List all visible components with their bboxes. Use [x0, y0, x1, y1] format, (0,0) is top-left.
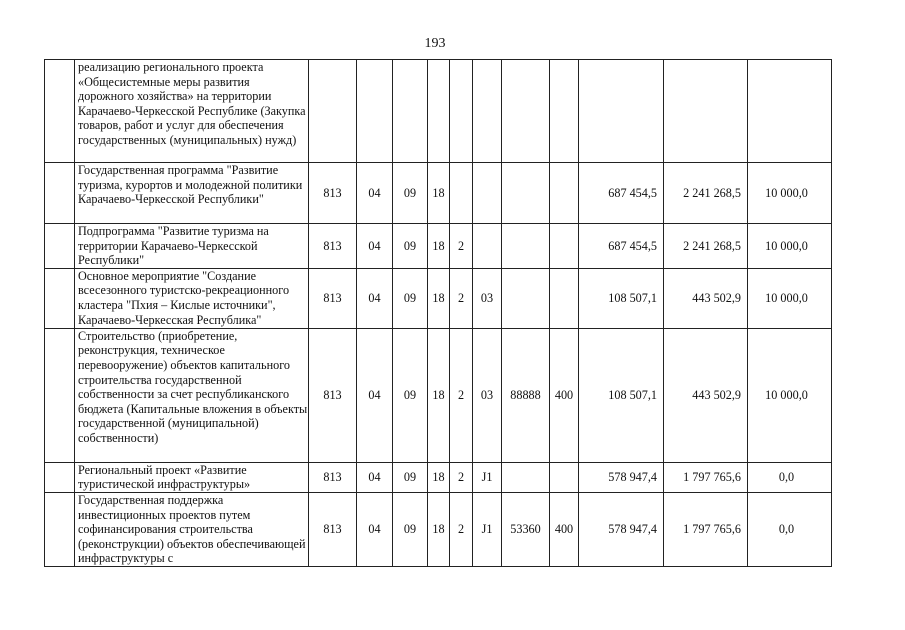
- row-name-cell: Основное мероприятие "Создание всесезонного туристско-рекреационного кластера "Пхия – Кислые источники", Карачаево-Черкесская Республика": [75, 268, 309, 328]
- direction-code-cell: [502, 60, 550, 163]
- subsection-code-cell: [393, 60, 428, 163]
- direction-code-cell: 88888: [502, 328, 550, 462]
- row-index-cell: [45, 163, 75, 224]
- page-number: 193: [424, 36, 446, 51]
- activity-code-cell: [473, 60, 502, 163]
- row-name-cell: Государственная поддержка инвестиционных проектов путем софинансирования строительства (реконструкции) объектов обеспечивающей инфраструктуры с: [75, 492, 309, 566]
- row-name-cell: Подпрограмма "Развитие туризма на территории Карачаево-Черкесской Республики": [75, 224, 309, 269]
- subprogram-code-cell: 2: [450, 224, 473, 269]
- program-code-cell: 18: [428, 462, 450, 492]
- subsection-code-cell: 09: [393, 268, 428, 328]
- activity-code-cell: 03: [473, 328, 502, 462]
- table-row: [45, 268, 832, 328]
- activity-code-cell: J1: [473, 492, 502, 566]
- amount-year1-cell: 687 454,5: [579, 163, 664, 224]
- amount-year1-cell: [579, 60, 664, 163]
- subsection-code-cell: 09: [393, 492, 428, 566]
- table-row: [45, 492, 832, 566]
- activity-code-cell: J1: [473, 462, 502, 492]
- amount-year3-cell: 10 000,0: [748, 163, 832, 224]
- ministry-code-cell: 813: [309, 328, 357, 462]
- subsection-code-cell: 09: [393, 328, 428, 462]
- amount-year2-cell: [664, 60, 748, 163]
- amount-year3-cell: 0,0: [748, 492, 832, 566]
- subprogram-code-cell: 2: [450, 462, 473, 492]
- direction-code-cell: [502, 224, 550, 269]
- amount-year2-cell: 1 797 765,6: [664, 492, 748, 566]
- subsection-code-cell: 09: [393, 462, 428, 492]
- expense-type-cell: [550, 224, 579, 269]
- section-code-cell: 04: [357, 328, 393, 462]
- amount-year1-cell: 687 454,5: [579, 224, 664, 269]
- amount-year3-cell: [748, 60, 832, 163]
- subprogram-code-cell: 2: [450, 492, 473, 566]
- program-code-cell: 18: [428, 492, 450, 566]
- direction-code-cell: [502, 268, 550, 328]
- amount-year3-cell: 10 000,0: [748, 328, 832, 462]
- row-name-cell: реализацию регионального проекта «Общесистемные меры развития дорожного хозяйства» на территории Карачаево-Черкесской Республике (Закупка товаров, работ и услуг для обеспечения государственных (муниципальных) нужд): [75, 60, 309, 163]
- amount-year3-cell: 10 000,0: [748, 224, 832, 269]
- ministry-code-cell: [309, 60, 357, 163]
- section-code-cell: 04: [357, 224, 393, 269]
- amount-year2-cell: 443 502,9: [664, 328, 748, 462]
- subprogram-code-cell: 2: [450, 268, 473, 328]
- amount-year3-cell: 10 000,0: [748, 268, 832, 328]
- budget-table: [44, 59, 832, 567]
- ministry-code-cell: 813: [309, 163, 357, 224]
- ministry-code-cell: 813: [309, 268, 357, 328]
- subprogram-code-cell: [450, 60, 473, 163]
- expense-type-cell: 400: [550, 492, 579, 566]
- activity-code-cell: [473, 224, 502, 269]
- direction-code-cell: [502, 163, 550, 224]
- row-index-cell: [45, 60, 75, 163]
- ministry-code-cell: 813: [309, 492, 357, 566]
- expense-type-cell: [550, 163, 579, 224]
- subprogram-code-cell: [450, 163, 473, 224]
- amount-year2-cell: 443 502,9: [664, 268, 748, 328]
- amount-year1-cell: 578 947,4: [579, 492, 664, 566]
- program-code-cell: 18: [428, 224, 450, 269]
- row-name-cell: Строительство (приобретение, реконструкция, техническое перевооружение) объектов капитального строительства государственной собственности за счет республиканского бюджета (Капитальные вложения в объекты государственной (муниципальной) собственности): [75, 328, 309, 462]
- expense-type-cell: 400: [550, 328, 579, 462]
- section-code-cell: 04: [357, 268, 393, 328]
- section-code-cell: 04: [357, 462, 393, 492]
- program-code-cell: 18: [428, 268, 450, 328]
- amount-year3-cell: 0,0: [748, 462, 832, 492]
- program-code-cell: 18: [428, 328, 450, 462]
- amount-year1-cell: 108 507,1: [579, 268, 664, 328]
- row-index-cell: [45, 462, 75, 492]
- section-code-cell: [357, 60, 393, 163]
- amount-year1-cell: 108 507,1: [579, 328, 664, 462]
- row-name-cell: Региональный проект «Развитие туристической инфраструктуры»: [75, 462, 309, 492]
- table-row: [45, 60, 832, 163]
- amount-year2-cell: 1 797 765,6: [664, 462, 748, 492]
- section-code-cell: 04: [357, 163, 393, 224]
- table-row: [45, 328, 832, 462]
- subprogram-code-cell: 2: [450, 328, 473, 462]
- amount-year2-cell: 2 241 268,5: [664, 224, 748, 269]
- table-row: [45, 163, 832, 224]
- expense-type-cell: [550, 60, 579, 163]
- table-row: [45, 224, 832, 269]
- program-code-cell: [428, 60, 450, 163]
- ministry-code-cell: 813: [309, 462, 357, 492]
- section-code-cell: 04: [357, 492, 393, 566]
- direction-code-cell: 53360: [502, 492, 550, 566]
- row-index-cell: [45, 268, 75, 328]
- amount-year2-cell: 2 241 268,5: [664, 163, 748, 224]
- row-index-cell: [45, 328, 75, 462]
- direction-code-cell: [502, 462, 550, 492]
- expense-type-cell: [550, 462, 579, 492]
- subsection-code-cell: 09: [393, 163, 428, 224]
- amount-year1-cell: 578 947,4: [579, 462, 664, 492]
- activity-code-cell: [473, 163, 502, 224]
- ministry-code-cell: 813: [309, 224, 357, 269]
- row-index-cell: [45, 492, 75, 566]
- program-code-cell: 18: [428, 163, 450, 224]
- expense-type-cell: [550, 268, 579, 328]
- activity-code-cell: 03: [473, 268, 502, 328]
- row-name-cell: Государственная программа "Развитие туризма, курортов и молодежной политики Карачаево-Черкесской Республики": [75, 163, 309, 224]
- row-index-cell: [45, 224, 75, 269]
- table-row: [45, 462, 832, 492]
- subsection-code-cell: 09: [393, 224, 428, 269]
